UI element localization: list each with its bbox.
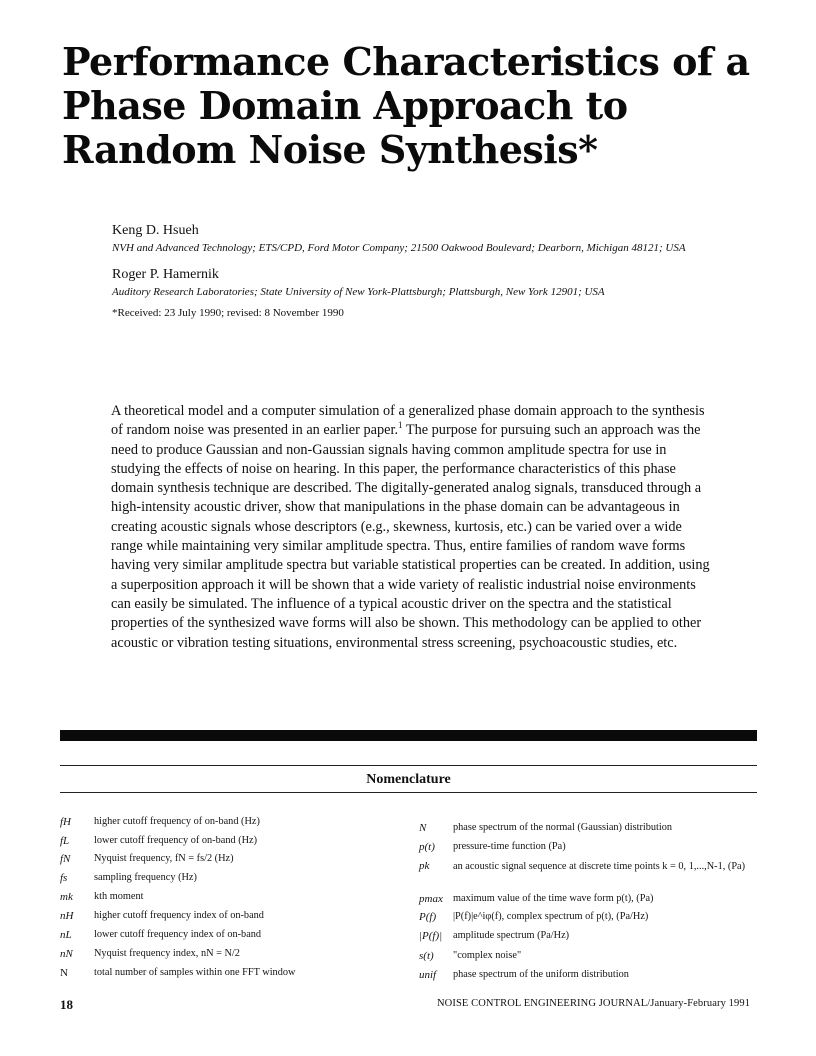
- definition: kth moment: [94, 891, 144, 902]
- definition: lower cutoff frequency of on-band (Hz): [94, 835, 258, 846]
- symbol: fL: [60, 835, 70, 847]
- definition: higher cutoff frequency index of on-band: [94, 910, 264, 921]
- author-block: [112, 222, 732, 321]
- author-name: Keng D. Hsueh: [112, 223, 199, 238]
- symbol: p(t): [419, 841, 435, 853]
- received-date: *Received: 23 July 1990; revised: 8 November 1990: [112, 307, 344, 319]
- definition: phase spectrum of the uniform distribution: [453, 969, 629, 980]
- abstract-text: A theoretical model and a computer simulation of a generalized phase domain approach to the synthesis of random noise was presented in an earlier paper.: [111, 403, 705, 439]
- divider: [60, 765, 757, 766]
- symbol: fH: [60, 816, 71, 828]
- author-affiliation: Auditory Research Laboratories; State University of New York-Plattsburgh; Plattsburgh, New York 12901; USA: [112, 286, 605, 298]
- abstract-text: The purpose for pursuing such an approach was the need to produce Gaussian and non-Gaussian signals having common amplitude spectra for use in studying the effects of noise on hearing. In this paper, the performance characteristics of this phase domain synthesis technique are described. The digitally-generated analog signals, transduced through a high-intensity acoustic driver, show that manipulations in the phase domain can be advantageous in creating acoustic signals whose descriptors (e.g., skewness, kurtosis, etc.) can be varied over a wide range while maintaining very similar amplitude spectra. Thus, entire families of random wave forms having very similar amplitude spectra but variable statistical properties can be created. In addition, using a superposition approach it will be shown that a wide variety of realistic industrial noise environments can easily be simulated. The influence of a typical acoustic driver on the spectra and the statistical properties of the synthesized wave forms will also be shown. This methodology can be applied to other acoustic or vibration testing situations, environmental stress screening, psychoacoustic studies, etc.: [111, 422, 710, 651]
- reference-marker: 1: [398, 420, 403, 431]
- nomenclature-heading: Nomenclature: [366, 772, 451, 787]
- symbol: nN: [60, 948, 73, 960]
- definition: sampling frequency (Hz): [94, 872, 197, 883]
- definition: |P(f)|e^iφ(f), complex spectrum of p(t), (Pa/Hz): [453, 911, 649, 922]
- definition: maximum value of the time wave form p(t), (Pa): [453, 893, 654, 904]
- definition: total number of samples within one FFT window: [94, 967, 296, 978]
- page-number: 18: [60, 997, 73, 1012]
- definition: lower cutoff frequency index of on-band: [94, 929, 262, 940]
- definition: amplitude spectrum (Pa/Hz): [453, 930, 570, 941]
- paper-title: Performance Characteristics of a Phase Domain Approach to Random Noise Synthesis*: [62, 39, 750, 172]
- symbol: P(f): [419, 911, 437, 923]
- author-affiliation: NVH and Advanced Technology; ETS/CPD, Ford Motor Company; 21500 Oakwood Boulevard; Dearborn, Michigan 48121; USA: [112, 242, 686, 254]
- journal-footer: NOISE CONTROL ENGINEERING JOURNAL/January-February 1991: [437, 998, 751, 1009]
- symbol: pmax: [419, 893, 443, 905]
- definition: higher cutoff frequency of on-band (Hz): [94, 816, 260, 827]
- section-rule: [60, 730, 757, 741]
- symbol: pk: [419, 860, 430, 872]
- symbol: nL: [60, 929, 72, 941]
- symbol: fs: [60, 872, 68, 884]
- definition: "complex noise": [453, 950, 522, 961]
- symbol: mk: [60, 891, 73, 903]
- symbol: s(t): [419, 950, 434, 962]
- symbol: N: [60, 967, 68, 979]
- definition: Nyquist frequency, fN = fs/2 (Hz): [94, 853, 234, 864]
- nomenclature-left-column: [60, 816, 390, 986]
- definition: Nyquist frequency index, nN = N/2: [94, 948, 240, 959]
- author-name: Roger P. Hamernik: [112, 267, 219, 282]
- nomenclature-right-column: [419, 822, 759, 988]
- definition: pressure-time function (Pa): [453, 841, 566, 852]
- symbol: N: [419, 822, 427, 834]
- symbol: |P(f)|: [419, 930, 443, 942]
- divider: [60, 792, 757, 793]
- definition: an acoustic signal sequence at discrete time points k = 0, 1,...,N-1, (Pa): [453, 861, 746, 872]
- symbol: nH: [60, 910, 74, 922]
- abstract: [111, 402, 717, 653]
- symbol: fN: [60, 853, 71, 865]
- symbol: unif: [419, 969, 437, 981]
- definition: phase spectrum of the normal (Gaussian) distribution: [453, 822, 673, 833]
